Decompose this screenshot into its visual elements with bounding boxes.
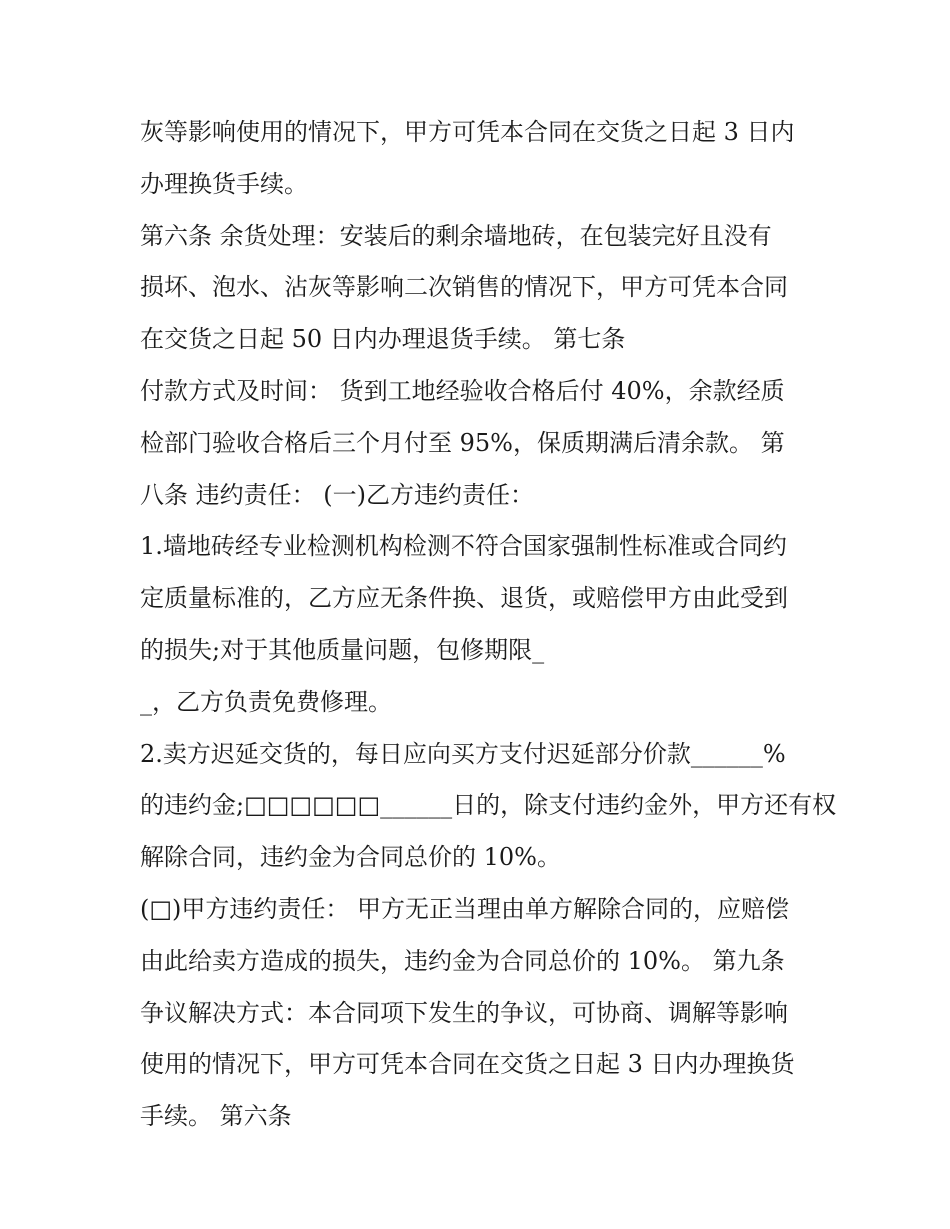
- text-line: 手续。 第六条: [140, 1102, 292, 1131]
- contract-text-body: [140, 107, 837, 1143]
- text-line: 2.卖方迟延交货的，每日应向买方支付迟延部分价款______%: [140, 739, 786, 768]
- text-line: 使用的情况下，甲方可凭本合同在交货之日起 3 日内办理换货: [140, 1050, 795, 1079]
- text-line: 1.墙地砖经专业检测机构检测不符合国家强制性标准或合同约: [140, 532, 787, 561]
- text-line: 的违约金;□□□□□□______日的，除支付违约金外，甲方还有权: [140, 791, 837, 820]
- text-line: 检部门验收合格后三个月付至 95%，保质期满后清余款。 第: [140, 428, 785, 457]
- text-line: 由此给卖方造成的损失，违约金为合同总价的 10%。 第九条: [140, 946, 785, 975]
- text-line: 办理换货手续。: [140, 169, 308, 198]
- text-line: 灰等影响使用的情况下，甲方可凭本合同在交货之日起 3 日内: [140, 118, 795, 146]
- text-line: 损坏、泡水、沾灰等影响二次销售的情况下，甲方可凭本合同: [140, 273, 788, 302]
- text-line: 付款方式及时间： 货到工地经验收合格后付 40%，余款经质: [140, 376, 785, 405]
- text-line: 在交货之日起 50 日内办理退货手续。 第七条: [140, 325, 626, 354]
- text-line: _，乙方负责免费修理。: [140, 687, 392, 716]
- text-line: 争议解决方式：本合同项下发生的争议，可协商、调解等影响: [140, 998, 788, 1027]
- text-line: (□)甲方违约责任： 甲方无正当理由单方解除合同的，应赔偿: [140, 894, 790, 923]
- text-line: 第六条 余货处理：安装后的剩余墙地砖，在包装完好且没有: [140, 221, 772, 250]
- text-line: 的损失;对于其他质量问题，包修期限_: [140, 635, 545, 664]
- text-line: 解除合同，违约金为合同总价的 10%。: [140, 843, 561, 872]
- text-line: 八条 违约责任： (一)乙方违约责任：: [140, 480, 534, 509]
- text-line: 定质量标准的，乙方应无条件换、退货，或赔偿甲方由此受到: [140, 584, 788, 613]
